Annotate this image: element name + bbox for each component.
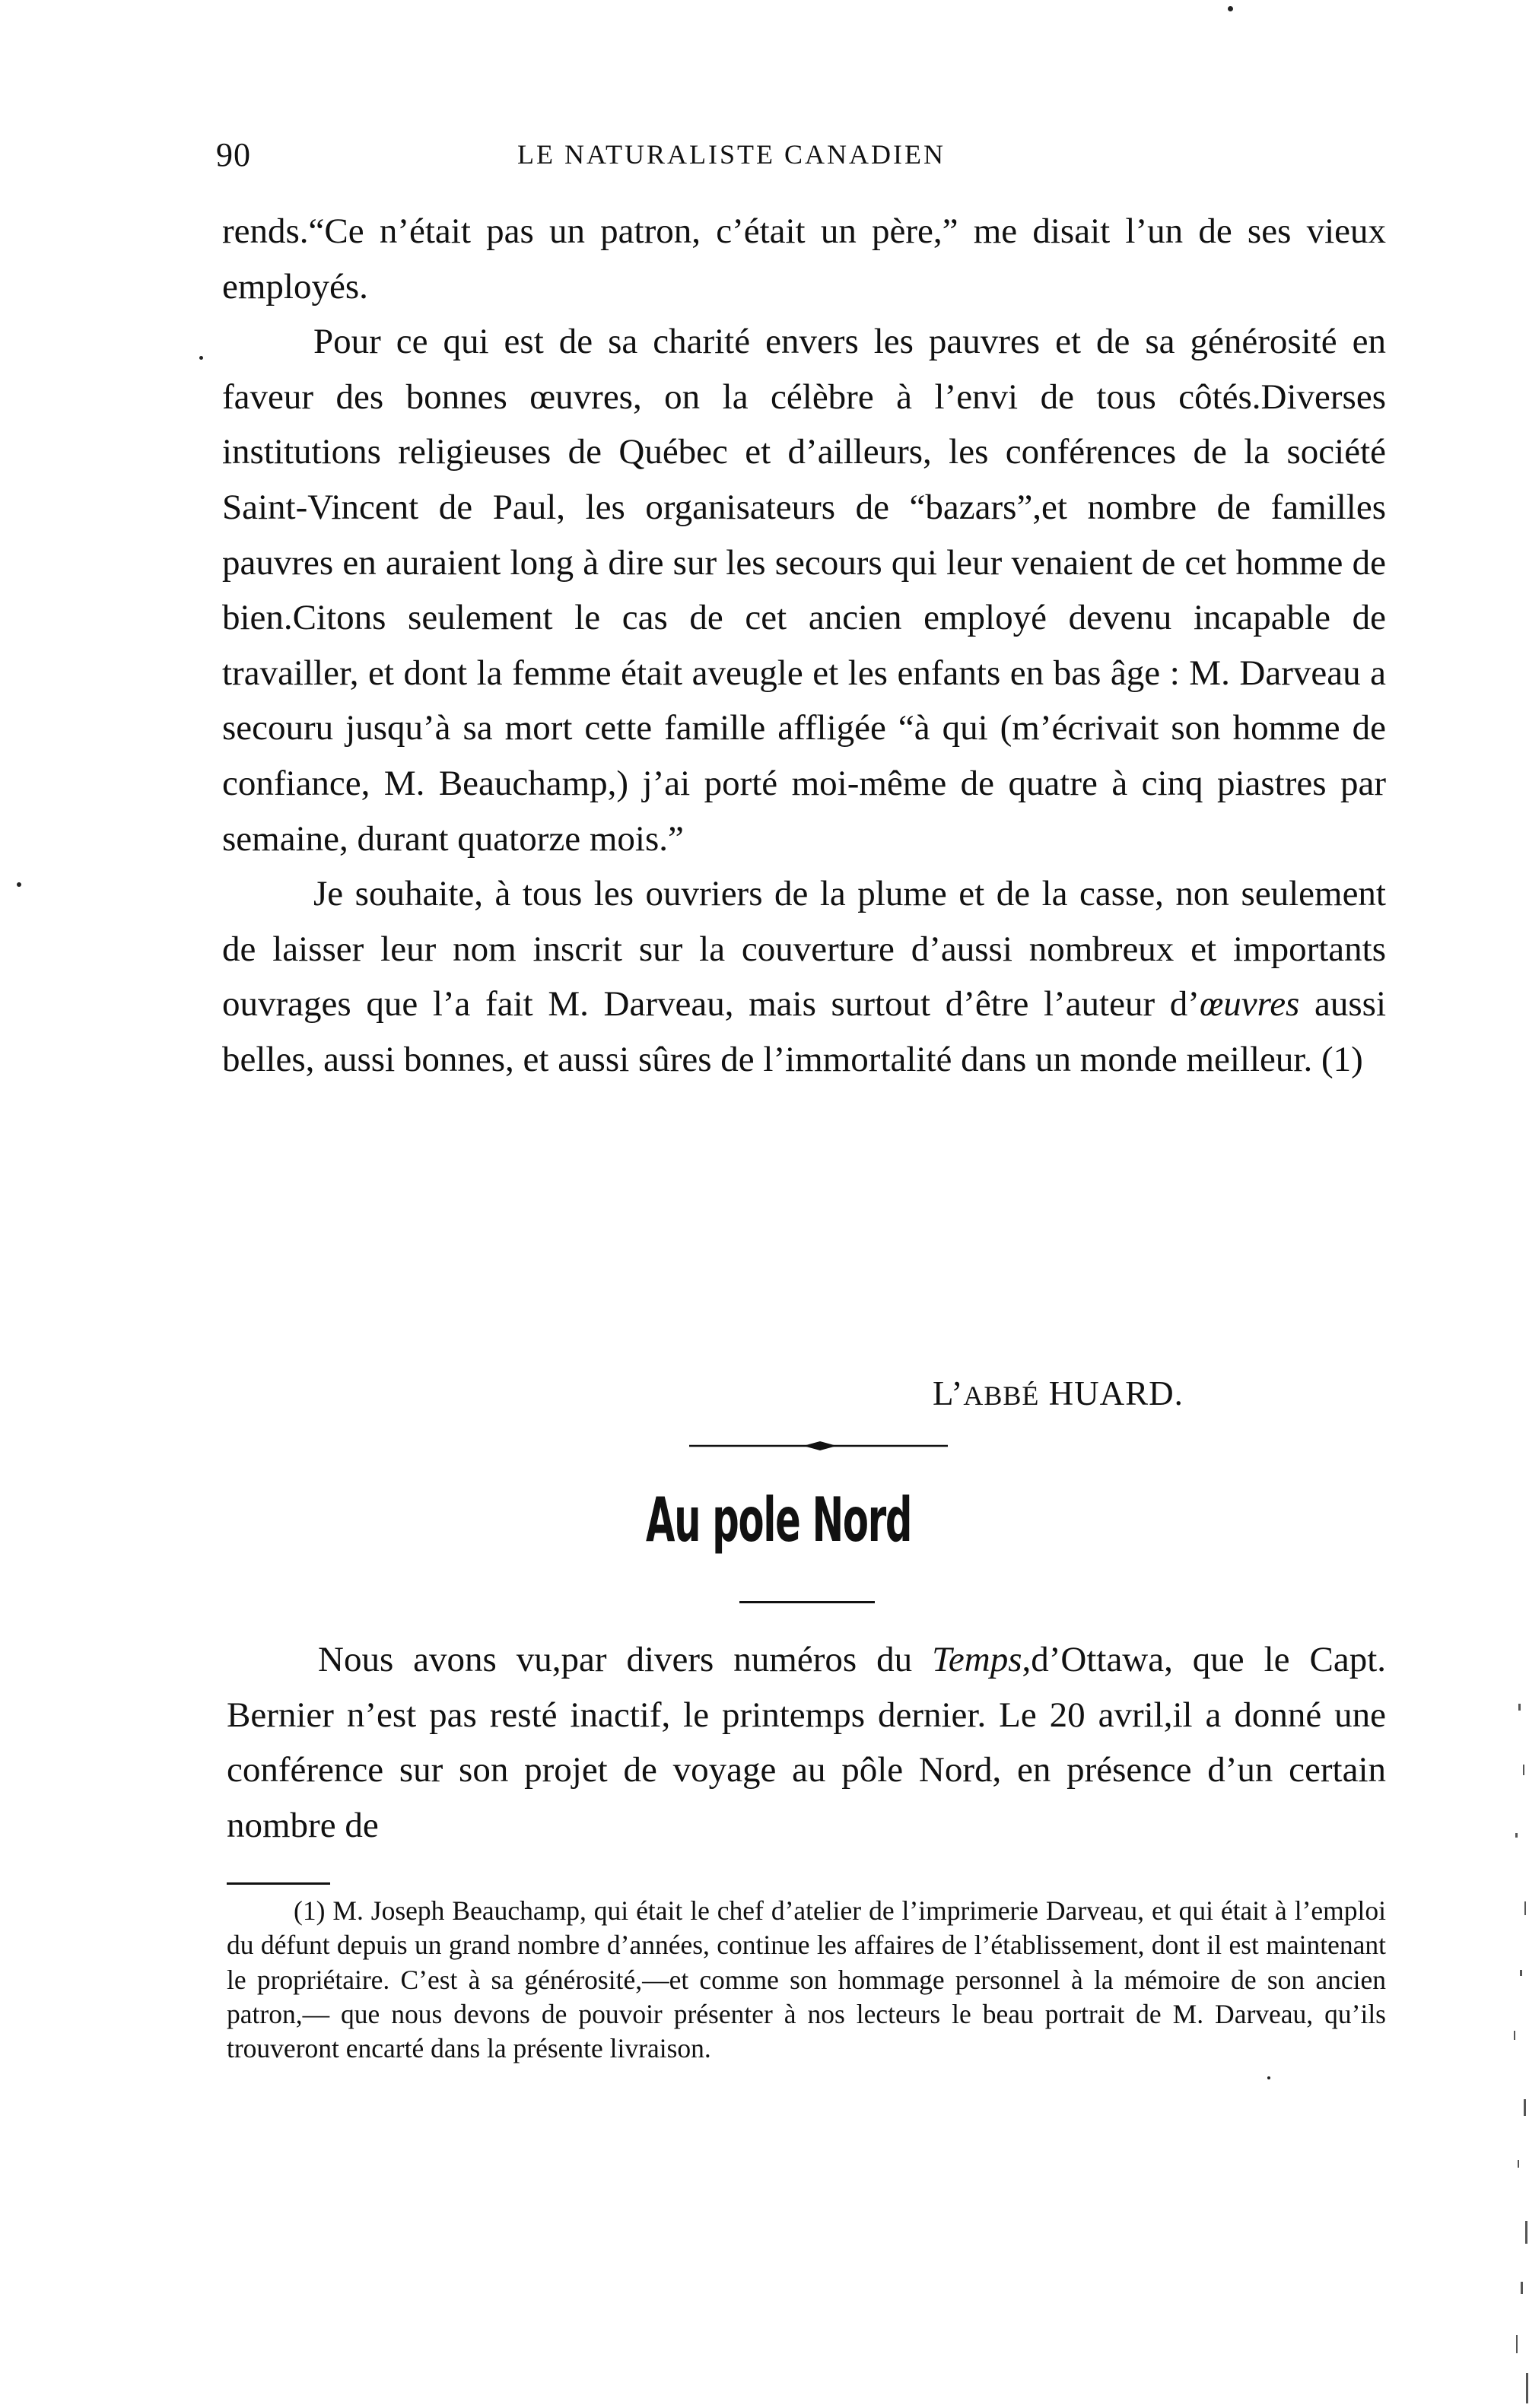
footnote-marker: (1) xyxy=(294,1895,326,1926)
paragraph-continued-text: rends.“Ce n’était pas un patron, c’était un père,” me disait l’un de ses vieux employés. xyxy=(222,211,1386,307)
paragraph-bernier-text-start: Nous avons vu,par divers numéros du xyxy=(318,1640,933,1679)
footnote-text: M. Joseph Beauchamp, qui était le chef d’atelier de l’imprimerie Darveau, et qui était à l’emploi du défunt depuis un grand nombre d’années, continue les affaires de l’établissement, dont il est maintenant le propriétaire. C’est à sa générosité,—et comme son hommage personnel à la mémoire de son ancien patron,— que nous devons de pouvoir présenter à nos lecteurs le beau portrait de M. Darveau, qu’ils trouveront encarté dans la présente livraison. xyxy=(227,1895,1386,2064)
footnote-separator xyxy=(227,1882,330,1885)
paragraph-closing-wish-italic: œuvres xyxy=(1199,984,1300,1025)
paragraph-closing-wish-text-end: aussi belles, aussi bonnes, et aussi sûres de l’immortalité dans un monde meilleur. (1) xyxy=(222,984,1387,1079)
paragraph-bernier xyxy=(227,1632,1386,1853)
paragraph-closing-wish xyxy=(222,866,1386,1087)
scan-speck xyxy=(199,356,203,360)
signature-title: ABBÉ xyxy=(963,1380,1040,1411)
scan-speck xyxy=(17,882,21,887)
paragraph-bernier-text-end: ,d’Ottawa, que le Capt. Bernier n’est pas resté inactif, le printemps dernier. Le 20 avril,il a donné une conférence sur son projet de voyage au pôle Nord, en présence d’un certain nombre de xyxy=(227,1640,1386,1845)
paragraph-charity xyxy=(222,314,1386,866)
paragraph-bernier-italic: Temps xyxy=(932,1640,1022,1679)
signature-initial: L’ xyxy=(933,1374,964,1412)
paragraph-closing-wish-text-start: Je souhaite, à tous les ouvriers de la plume et de la casse, non seulement de laisser leur nom inscrit sur la couverture d’aussi nombreux et importants ouvrages que l’a fait M. Darveau, mais surtout d’être l’auteur d’ xyxy=(222,874,1386,1025)
footnote xyxy=(227,1894,1386,2066)
author-signature xyxy=(933,1374,1184,1413)
paragraph-charity-text: Pour ce qui est de sa charité envers les pauvres et de sa générosité en faveur des bonnes œuvres, on la célèbre à l’envi de tous côtés.Diverses institutions religieuses de Québec et d’ailleurs, les conférences de la société Saint-Vincent de Paul, les organisateurs de “bazars”,et nombre de familles pauvres en auraient long à dire sur les secours qui leur venaient de cet homme de bien.Citons seulement le cas de cet ancien employé devenu incapable de travailler, et dont la femme était aveugle et les enfants en bas âge : M. Darveau a secouru jusqu’à sa mort cette famille affligée “à qui (m’écrivait son homme de confiance, M. Beauchamp,) j’ai porté moi-même de quatre à cinq piastres par semaine, durant quatorze mois.” xyxy=(222,322,1386,859)
scan-speck xyxy=(1267,2076,1270,2079)
journal-title: LE NATURALISTE CANADIEN xyxy=(517,139,946,170)
page-number: 90 xyxy=(216,136,251,173)
paragraph-continued xyxy=(222,204,1386,314)
scan-edge-shadow xyxy=(1502,1673,1529,2408)
running-head xyxy=(216,135,1388,178)
title-underline-rule xyxy=(739,1601,875,1603)
signature-name: HUARD. xyxy=(1048,1374,1184,1412)
article-au-pole-nord xyxy=(227,1632,1386,1853)
scan-speck xyxy=(1228,6,1233,11)
section-title: Au pole Nord xyxy=(646,1485,912,1555)
article-text-continued xyxy=(222,204,1386,1088)
section-divider-ornament xyxy=(689,1438,948,1453)
